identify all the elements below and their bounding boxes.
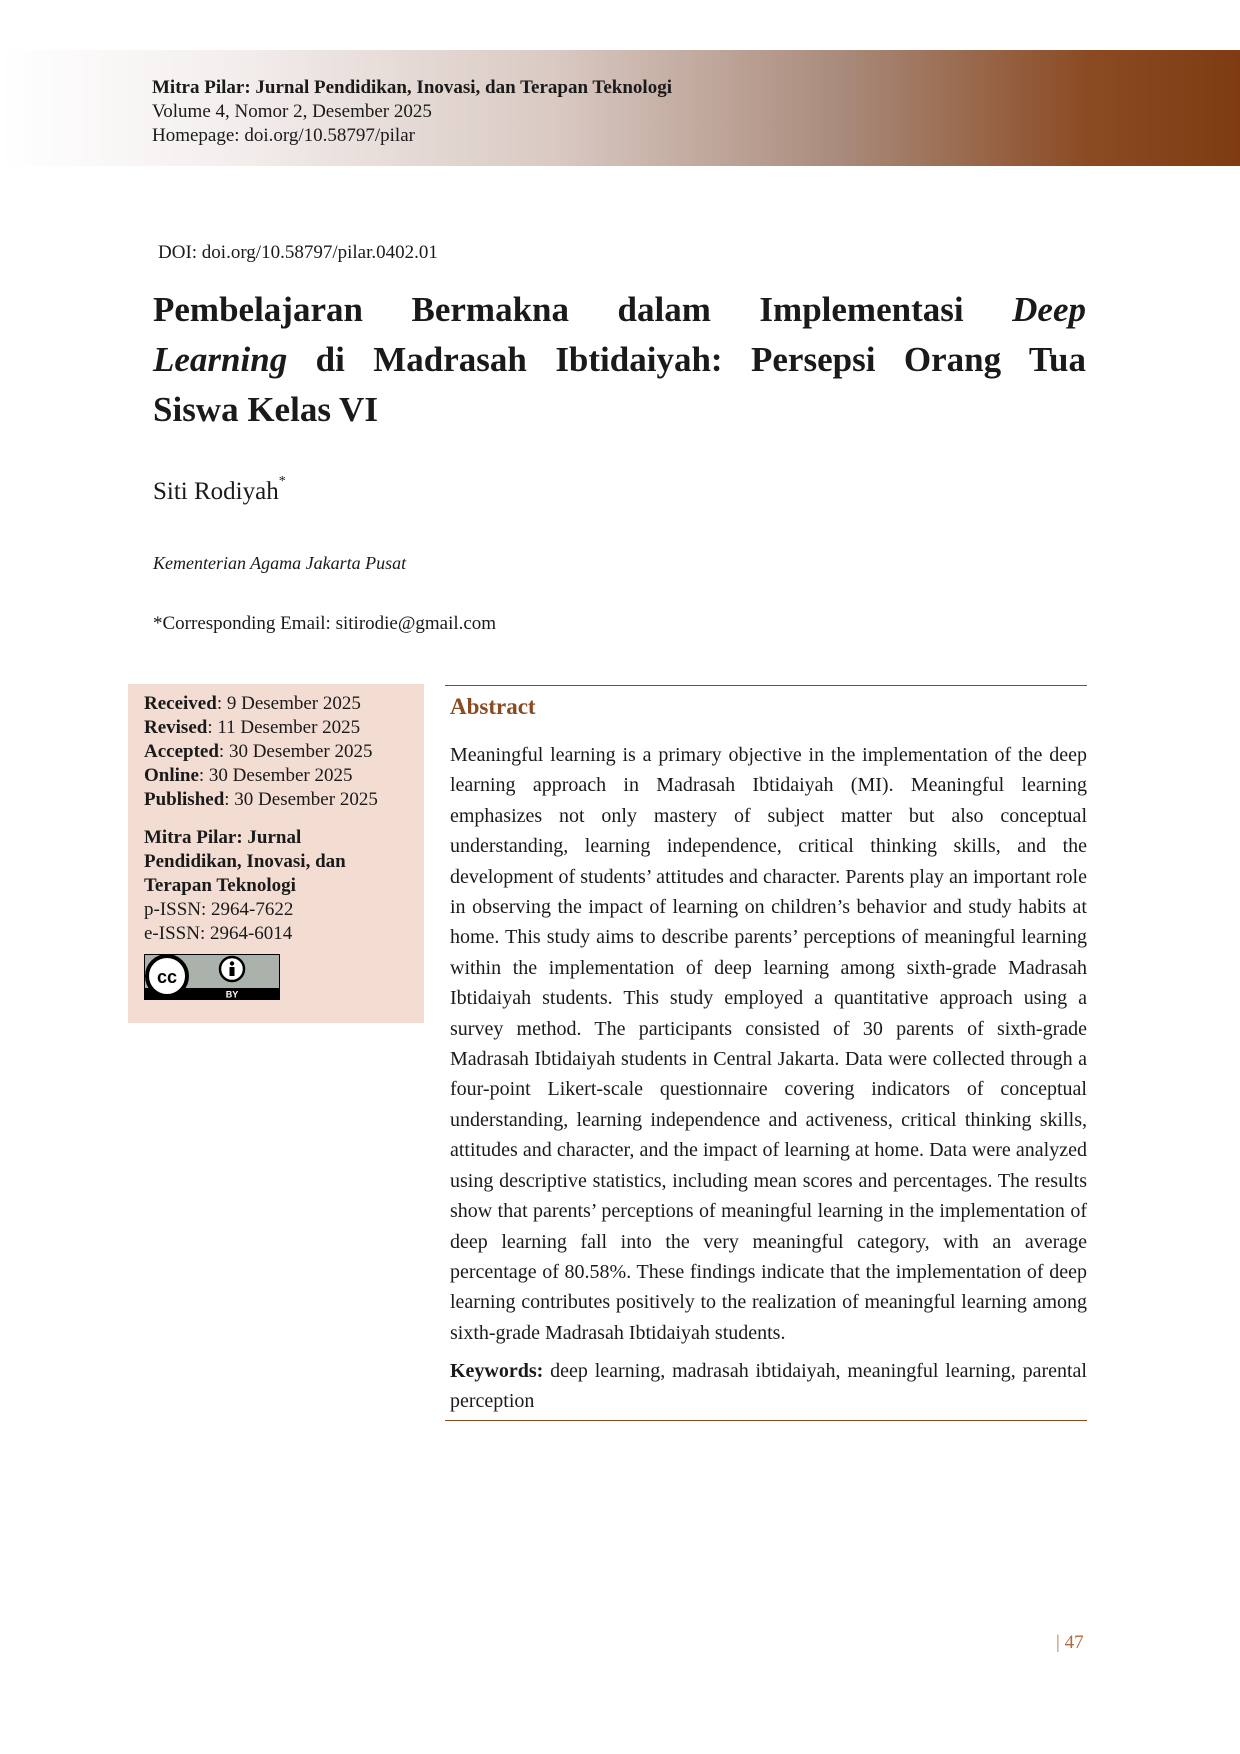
- e-issn: e-ISSN: 2964-6014: [144, 923, 293, 944]
- title-line-3: Siswa Kelas VI: [153, 390, 378, 429]
- online-value: : 30 Desember 2025: [198, 765, 353, 786]
- title-line-1: [153, 285, 1086, 335]
- title-italic-2: Learning: [153, 340, 288, 379]
- revised-date: [144, 716, 424, 740]
- article-info-box: [128, 684, 424, 1023]
- revised-value: : 11 Desember 2025: [207, 717, 361, 738]
- article-title: [153, 285, 1086, 435]
- published-value: : 30 Desember 2025: [224, 789, 378, 810]
- journal-name: Mitra Pilar: Jurnal Pendidikan, Inovasi, dan Terapan Teknologi: [152, 77, 672, 98]
- title-text-1: Pembelajaran Bermakna dalam Implementasi: [153, 290, 964, 329]
- abstract-text: Meaningful learning is a primary objective in the implementation of the deep learning approach in Madrasah Ibtidaiyah (MI). Meaningful learning emphasizes not only mastery of subject matter but also conceptual understanding, learning independence, critical thinking skills, and the development of students’ attitudes and character. Parents play an important role in observing the impact of learning on children’s behavior and study habits at home. This study aims to describe parents’ perceptions of meaningful learning within the implementation of deep learning among sixth-grade Madrasah Ibtidaiyah students. This study employed a quantitative approach using a survey method. The participants consisted of 30 parents of sixth-grade Madrasah Ibtidaiyah students in Central Jakarta. Data were collected through a four-point Likert-scale questionnaire covering indicators of conceptual understanding, learning independence and activeness, critical thinking skills, attitudes and character, and the impact of learning at home. Data were analyzed using descriptive statistics, including mean scores and percentages. The results show that parents’ perceptions of meaningful learning in the implementation of deep learning fall into the very meaningful category, with an average percentage of 80.58%. These findings indicate that the implementation of deep learning contributes positively to the realization of meaningful learning among sixth-grade Madrasah Ibtidaiyah students.: [450, 744, 1087, 1344]
- online-date: [144, 764, 424, 788]
- abstract-top-rule: [445, 685, 1087, 686]
- license-by-text: BY: [225, 989, 239, 1000]
- accepted-value: : 30 Desember 2025: [218, 741, 373, 762]
- author-affiliation: Kementerian Agama Jakarta Pusat: [153, 553, 407, 573]
- abstract-heading: Abstract: [450, 694, 536, 719]
- online-label: Online: [144, 765, 199, 786]
- accepted-label: Accepted: [144, 741, 219, 762]
- abstract-section: [445, 685, 1087, 1421]
- title-text-2: di Madrasah Ibtidaiyah: Persepsi Orang Tua: [315, 340, 1086, 379]
- page-separator: |: [1056, 1632, 1060, 1653]
- info-journal-line-3: Terapan Teknologi: [144, 875, 296, 896]
- license-cc-text: cc: [156, 967, 178, 987]
- abstract-bottom-rule: [445, 1420, 1087, 1421]
- page-number-value: 47: [1064, 1632, 1084, 1653]
- title-line-2: [153, 335, 1086, 385]
- article-doi[interactable]: DOI: doi.org/10.58797/pilar.0402.01: [158, 242, 438, 263]
- info-journal-line-2: Pendidikan, Inovasi, dan: [144, 851, 346, 872]
- page-number: [1056, 1632, 1084, 1654]
- author-mark: *: [278, 474, 286, 489]
- author-name: Siti Rodiyah: [153, 478, 279, 505]
- p-issn: p-ISSN: 2964-7622: [144, 899, 294, 920]
- title-italic-1: Deep: [1012, 290, 1086, 329]
- keywords-label: Keywords:: [450, 1360, 544, 1383]
- keywords: [450, 1356, 1087, 1416]
- received-value: : 9 Desember 2025: [216, 693, 361, 714]
- revised-label: Revised: [144, 717, 208, 738]
- corresponding-email[interactable]: *Corresponding Email: sitirodie@gmail.com: [153, 613, 497, 634]
- published-label: Published: [144, 789, 225, 810]
- author: [153, 474, 286, 506]
- info-journal-name: [144, 826, 424, 898]
- keywords-value: deep learning, madrasah ibtidaiyah, meaningful learning, parental perception: [450, 1360, 1087, 1413]
- journal-homepage[interactable]: Homepage: doi.org/10.58797/pilar: [152, 125, 415, 146]
- info-journal-line-1: Mitra Pilar: Jurnal: [144, 827, 302, 848]
- journal-volume: Volume 4, Nomor 2, Desember 2025: [152, 101, 432, 122]
- received-label: Received: [144, 693, 217, 714]
- accepted-date: [144, 740, 424, 764]
- published-date: [144, 788, 424, 812]
- received-date: [144, 692, 424, 716]
- cc-by-license-icon[interactable]: [144, 954, 280, 1000]
